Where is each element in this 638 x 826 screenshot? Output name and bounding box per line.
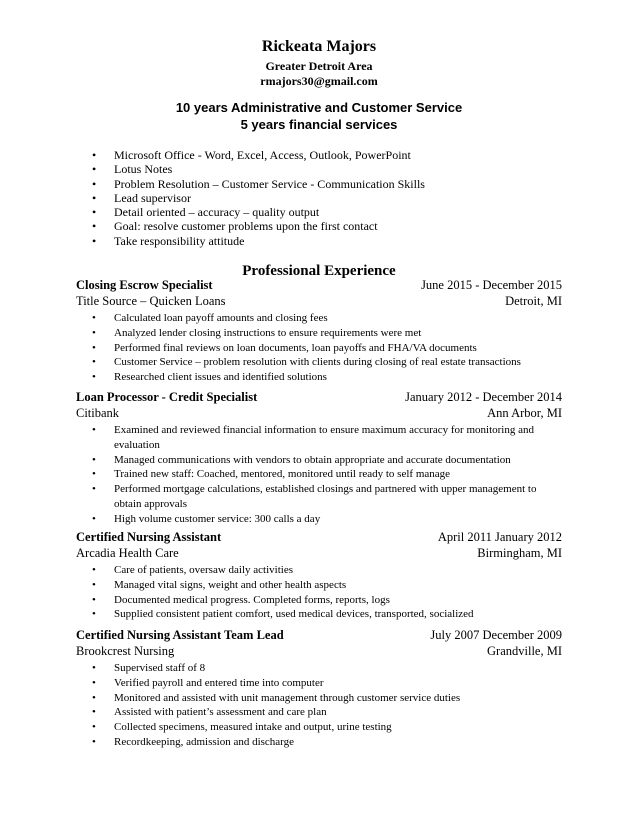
job-entry	[76, 628, 562, 750]
duty-item: • Supplied consistent patient comfort, used medical devices, transported, socialized	[92, 607, 562, 622]
job-duties	[92, 661, 562, 750]
summary-line-1: 10 years Administrative and Customer Service	[175, 100, 463, 115]
skill-item: • Lead supervisor	[92, 191, 612, 205]
job-location: Detroit, MI	[505, 294, 562, 308]
job-company: Title Source – Quicken Loans	[76, 294, 226, 308]
job-location: Ann Arbor, MI	[487, 406, 562, 420]
job-dates: July 2007 December 2009	[430, 628, 562, 642]
skills-list	[92, 148, 612, 248]
job-dates: June 2015 - December 2015	[421, 278, 562, 292]
job-company: Brookcrest Nursing	[76, 644, 175, 658]
job-company: Arcadia Health Care	[76, 546, 179, 560]
duty-item: • Examined and reviewed financial information to ensure maximum accuracy for monitoring and evaluation	[92, 423, 562, 453]
job-location: Grandville, MI	[487, 644, 562, 658]
duty-item: • High volume customer service: 300 calls a day	[92, 512, 562, 527]
skill-item: • Microsoft Office - Word, Excel, Access, Outlook, PowerPoint	[92, 148, 612, 162]
duty-item: • Recordkeeping, admission and discharge	[92, 735, 562, 750]
job-duties	[92, 423, 562, 527]
duty-item: • Supervised staff of 8	[92, 661, 562, 676]
duty-item: • Documented medical progress. Completed forms, reports, logs	[92, 593, 562, 608]
duty-item: • Performed final reviews on loan documents, loan payoffs and FHA/VA documents	[92, 341, 562, 356]
job-location: Birmingham, MI	[477, 546, 562, 560]
job-dates: January 2012 - December 2014	[405, 390, 562, 404]
duty-item: • Performed mortgage calculations, established closings and partnered with upper management to obtain approvals	[92, 482, 562, 512]
job-duties	[92, 563, 562, 622]
duty-item: • Assisted with patient’s assessment and care plan	[92, 705, 562, 720]
duty-item: • Managed communications with vendors to obtain appropriate and accurate documentation	[92, 453, 562, 468]
job-title: Certified Nursing Assistant	[76, 530, 222, 544]
candidate-location: Greater Detroit Area	[265, 59, 373, 73]
job-entry	[76, 390, 562, 527]
duty-item: • Trained new staff: Coached, mentored, monitored until ready to self manage	[92, 467, 562, 482]
job-duties	[92, 311, 562, 385]
summary-line-2: 5 years financial services	[240, 117, 398, 132]
duty-item: • Monitored and assisted with unit management through customer service duties	[92, 691, 562, 706]
experience-heading: Professional Experience	[242, 263, 396, 279]
skill-item: • Problem Resolution – Customer Service - Communication Skills	[92, 177, 612, 191]
job-dates: April 2011 January 2012	[437, 530, 562, 544]
duty-item: • Researched client issues and identified solutions	[92, 370, 562, 385]
skill-item: • Detail oriented – accuracy – quality output	[92, 205, 612, 219]
duty-item: • Verified payroll and entered time into computer	[92, 676, 562, 691]
duty-item: • Collected specimens, measured intake and output, urine testing	[92, 720, 562, 735]
job-title: Certified Nursing Assistant Team Lead	[76, 628, 284, 642]
duty-item: • Analyzed lender closing instructions to ensure requirements were met	[92, 326, 562, 341]
job-entry	[76, 530, 562, 622]
skill-item: • Take responsibility attitude	[92, 234, 612, 248]
candidate-name: Rickeata Majors	[261, 38, 377, 55]
duty-item: • Calculated loan payoff amounts and closing fees	[92, 311, 562, 326]
job-company: Citibank	[76, 406, 120, 420]
job-entry	[76, 278, 562, 385]
duty-item: • Customer Service – problem resolution with clients during closing of real estate transactions	[92, 355, 562, 370]
job-title: Loan Processor - Credit Specialist	[76, 390, 258, 404]
job-title: Closing Escrow Specialist	[76, 278, 213, 292]
candidate-email: rmajors30@gmail.com	[260, 74, 378, 88]
skill-item: • Lotus Notes	[92, 162, 612, 176]
skill-item: • Goal: resolve customer problems upon the first contact	[92, 219, 612, 233]
duty-item: • Managed vital signs, weight and other health aspects	[92, 578, 562, 593]
duty-item: • Care of patients, oversaw daily activities	[92, 563, 562, 578]
